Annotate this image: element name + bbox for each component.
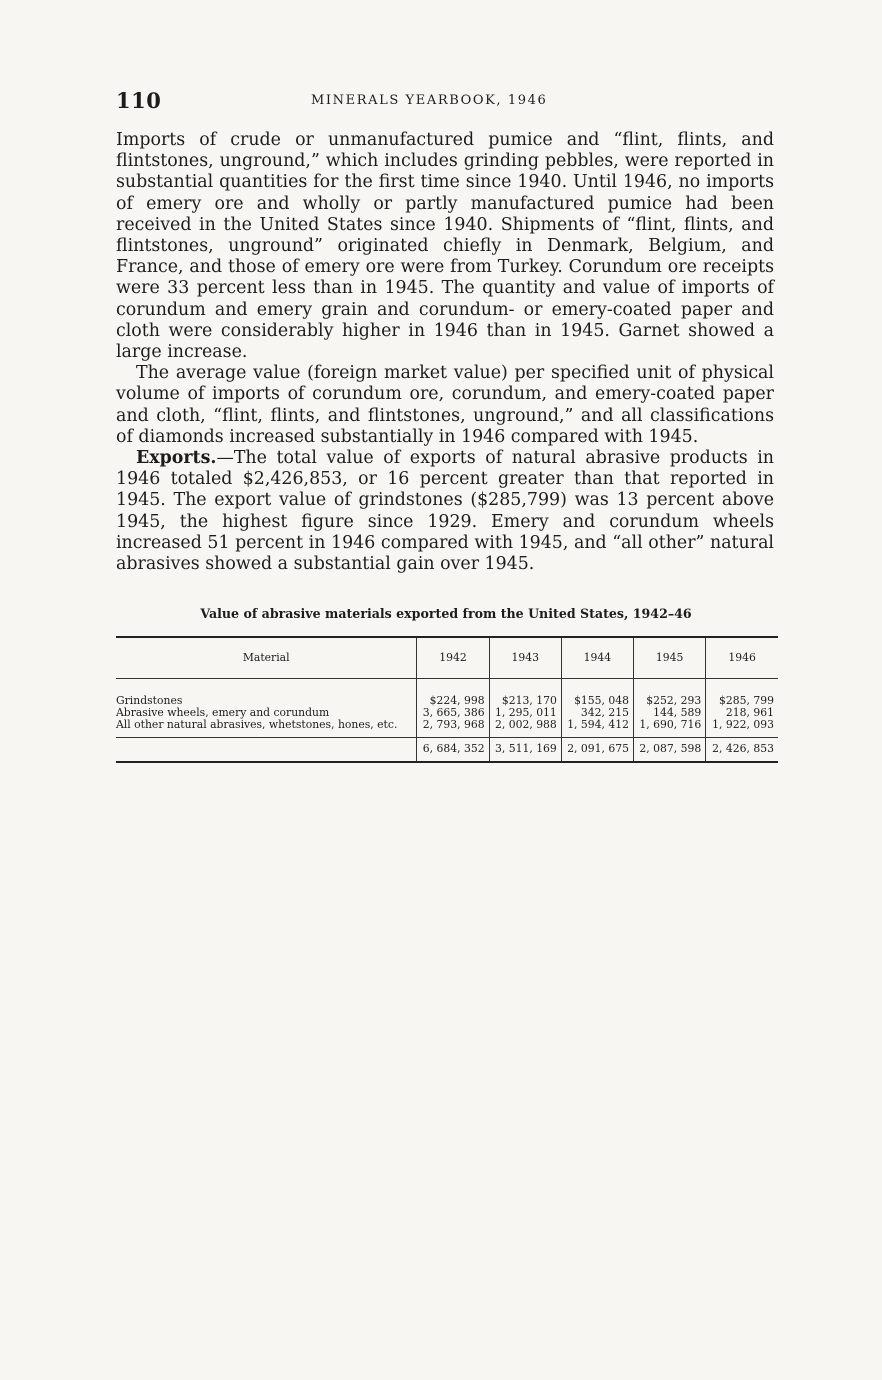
total-cell: 2, 091, 675 bbox=[561, 738, 633, 763]
total-cell: 2, 426, 853 bbox=[706, 738, 778, 763]
total-cell: 2, 087, 598 bbox=[634, 738, 706, 763]
material-name: Abrasive wheels, emery and corundum bbox=[116, 706, 330, 719]
value-cell: $285, 799 bbox=[706, 679, 778, 708]
column-header-1944: 1944 bbox=[561, 637, 633, 679]
exports-run-in-heading: Exports. bbox=[136, 448, 217, 469]
table-row bbox=[116, 679, 778, 708]
value-cell: 1, 922, 093 bbox=[706, 719, 778, 738]
value-cell: 1, 690, 716 bbox=[634, 719, 706, 738]
value-cell: $252, 293 bbox=[634, 679, 706, 708]
total-cell: 6, 684, 352 bbox=[417, 738, 489, 763]
table-row bbox=[116, 719, 778, 738]
value-cell: 218, 961 bbox=[706, 707, 778, 719]
body-text bbox=[116, 130, 774, 575]
running-title: MINERALS YEARBOOK, 1946 bbox=[311, 93, 548, 108]
value-cell: 1, 295, 011 bbox=[489, 707, 561, 719]
table-total-row bbox=[116, 738, 778, 763]
value-cell: $224, 998 bbox=[417, 679, 489, 708]
value-cell: $155, 048 bbox=[561, 679, 633, 708]
material-name: All other natural abrasives, whetstones, hones, etc. bbox=[116, 718, 398, 731]
value-cell: 342, 215 bbox=[561, 707, 633, 719]
table-header-row bbox=[116, 637, 778, 679]
exports-text: —The total value of exports of natural abrasive products in 1946 totaled $2,426,853, or 16 percent greater than that reported in 1945. The export value of grindstones ($285,799) was 13 percent above 1945, the highest figure since 1929. Emery and corundum wheels increased 51 percent in 1946 compared with 1945, and “all other” natural abrasives showed a substantial gain over 1945. bbox=[116, 448, 774, 575]
value-cell: 1, 594, 412 bbox=[561, 719, 633, 738]
page-number: 110 bbox=[116, 88, 162, 113]
column-header-material: Material bbox=[116, 637, 417, 679]
total-cell: 3, 511, 169 bbox=[489, 738, 561, 763]
material-name: Grindstones bbox=[116, 694, 183, 707]
paragraph-average-value: The average value (foreign market value) per specified unit of physical volume of imports of corundum ore, corundum, and emery-coated paper and cloth, “flint, flints, and flintstones, unground,” and all classifications of diamonds increased substantially in 1946 compared with 1945. bbox=[116, 363, 774, 447]
value-cell: 2, 002, 988 bbox=[489, 719, 561, 738]
value-cell: 3, 665, 386 bbox=[417, 707, 489, 719]
value-cell: 2, 793, 968 bbox=[417, 719, 489, 738]
column-header-1943: 1943 bbox=[489, 637, 561, 679]
total-label bbox=[116, 738, 417, 763]
paragraph-exports bbox=[116, 448, 774, 575]
column-header-1942: 1942 bbox=[417, 637, 489, 679]
exports-table-container bbox=[116, 636, 778, 763]
page-header bbox=[116, 88, 776, 114]
exports-table bbox=[116, 636, 778, 763]
value-cell: 144, 589 bbox=[634, 707, 706, 719]
table-caption: Value of abrasive materials exported from the United States, 1942–46 bbox=[200, 606, 692, 621]
paragraph-imports: Imports of crude or unmanufactured pumice and “flint, flints, and flintstones, unground,” which includes grinding pebbles, were reported in substantial quantities for the first time since 1940. Until 1946, no imports of emery ore and wholly or partly manufactured pumice had been received in the United States since 1940. Shipments of “flint, flints, and flintstones, unground” originated chiefly in Denmark, Belgium, and France, and those of emery ore were from Turkey. Corundum ore receipts were 33 percent less than in 1945. The quantity and value of imports of corundum and emery grain and corundum- or emery-coated paper and cloth were considerably higher in 1946 than in 1945. Garnet showed a large increase. bbox=[116, 130, 774, 363]
column-header-1946: 1946 bbox=[706, 637, 778, 679]
column-header-1945: 1945 bbox=[634, 637, 706, 679]
value-cell: $213, 170 bbox=[489, 679, 561, 708]
